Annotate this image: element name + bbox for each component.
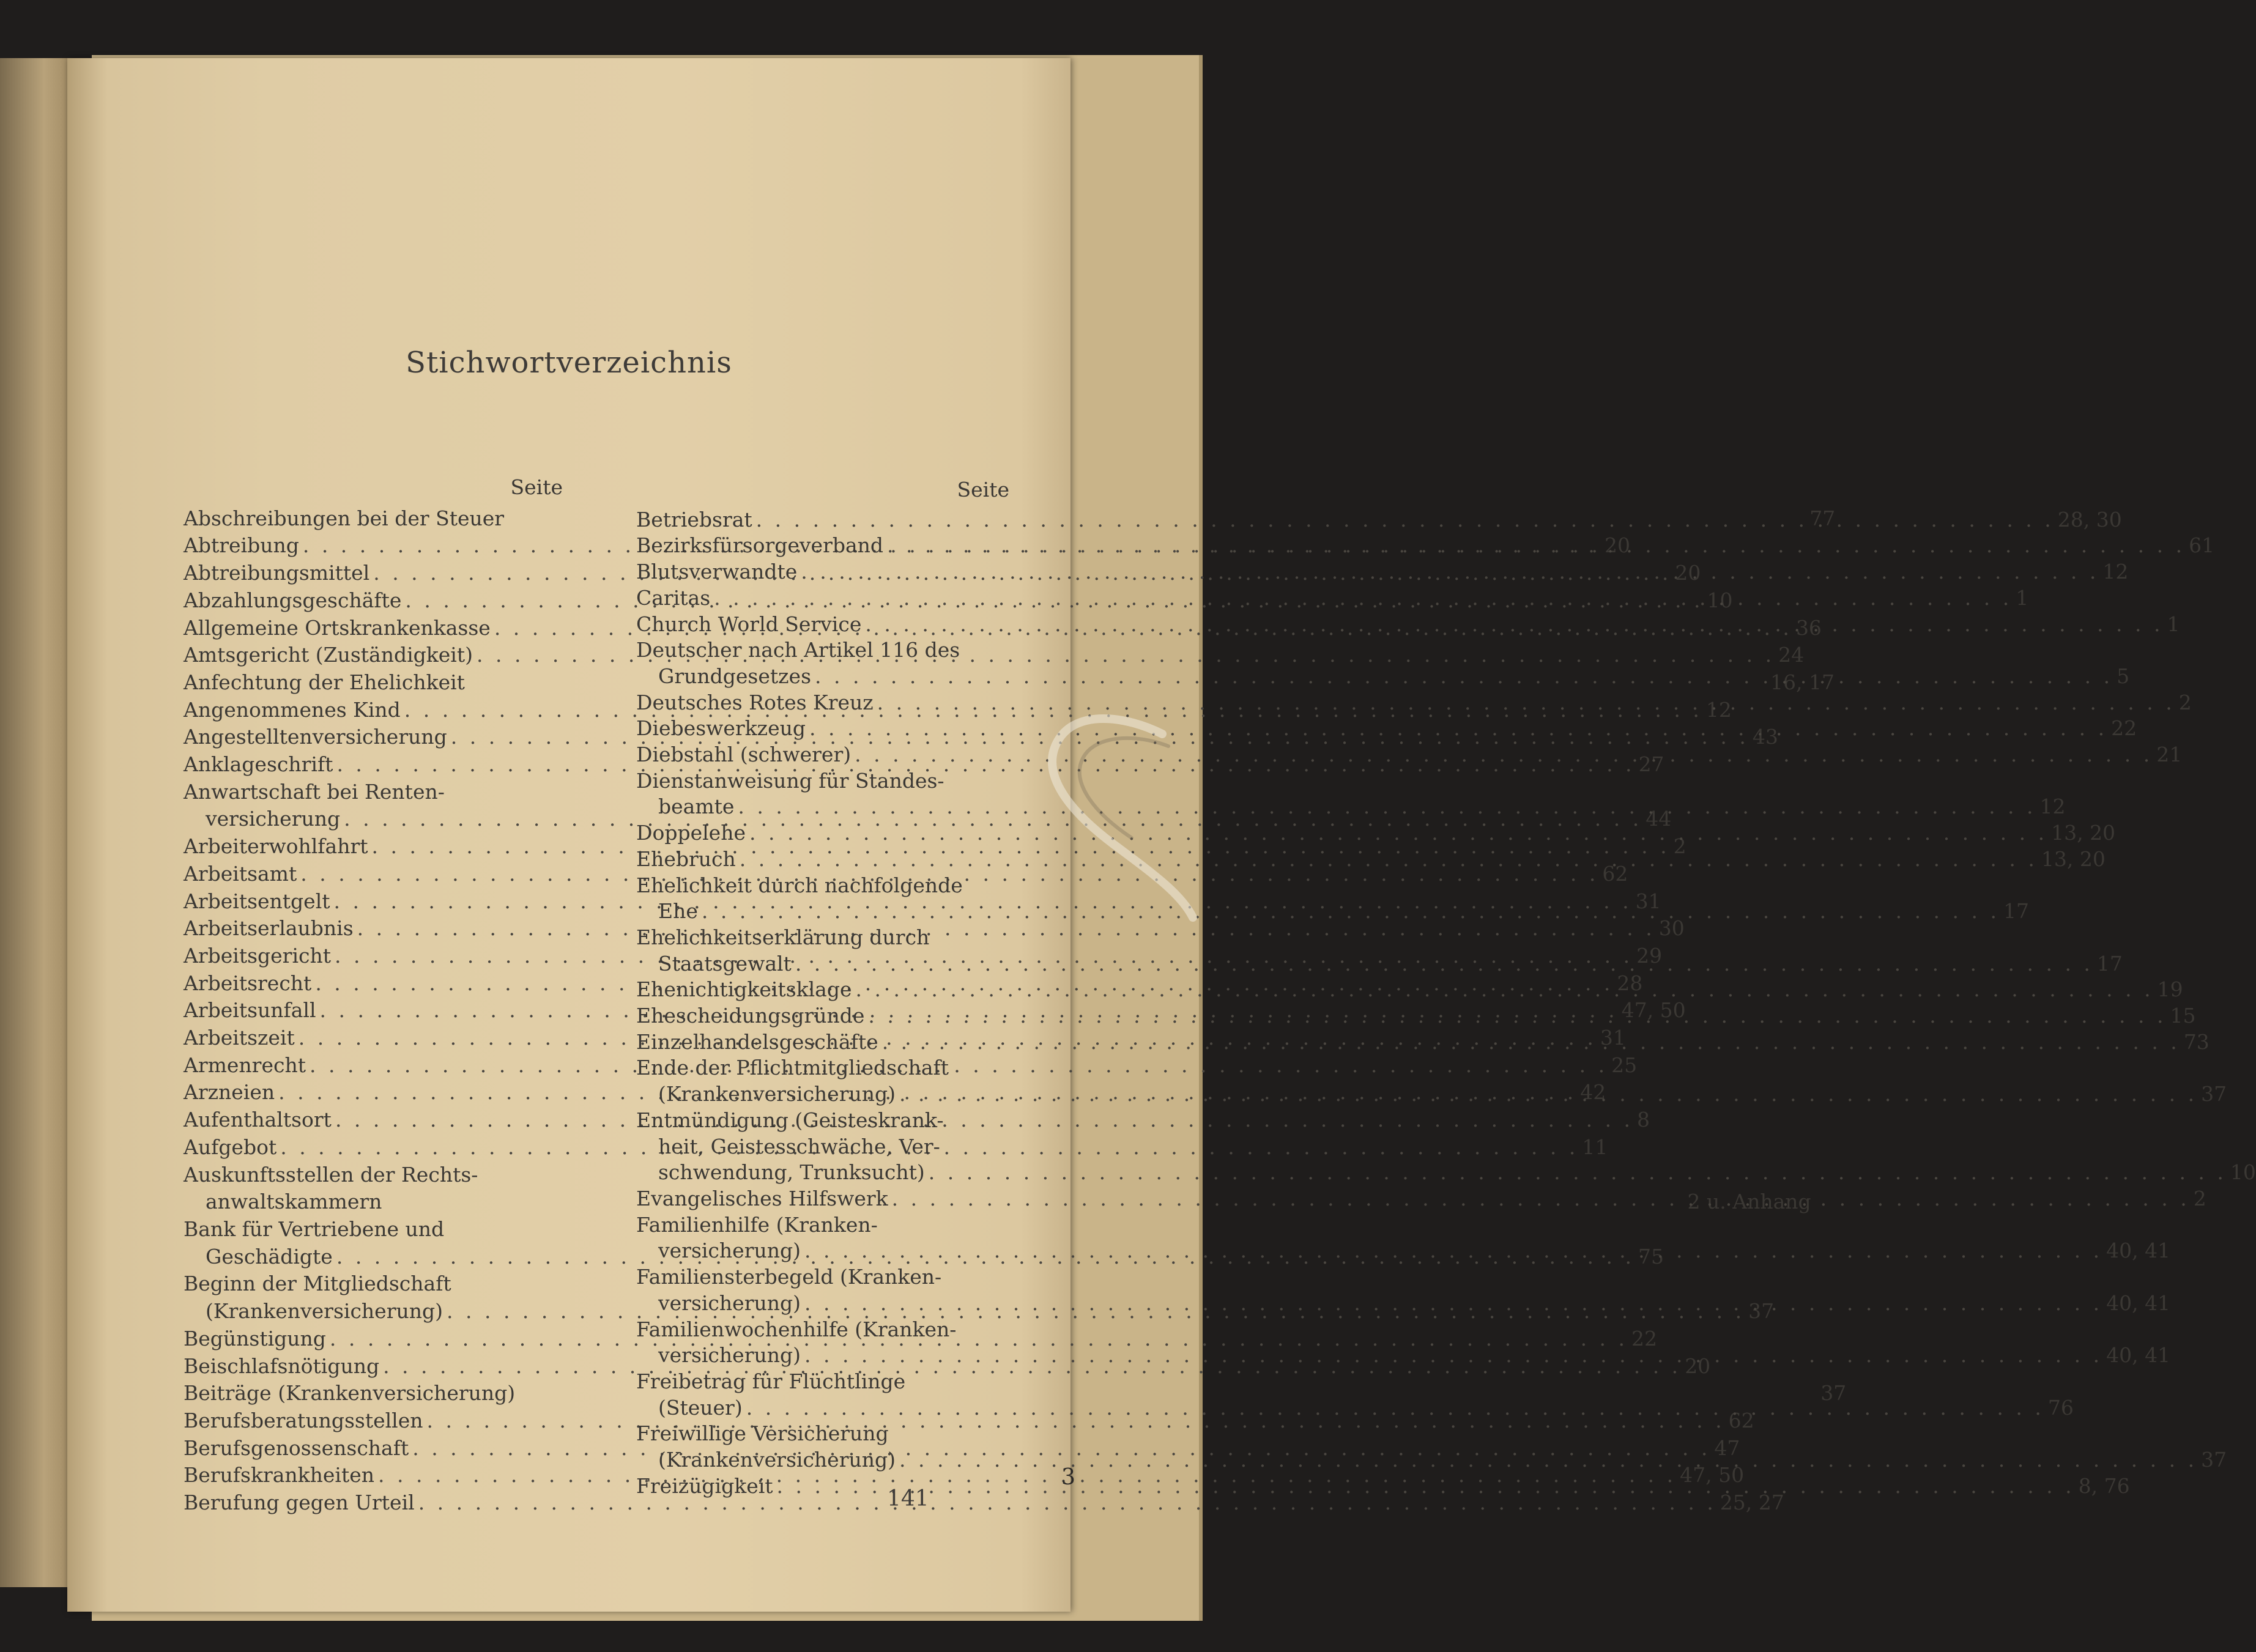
index-entry-term: Bank für Vertriebene und: [184, 1217, 445, 1241]
index-entry-term: Ehescheidungsgründe: [636, 1004, 865, 1028]
dot-leader: [892, 1186, 2190, 1212]
index-entry-term: Einzelhandelsgeschäfte: [636, 1029, 878, 1054]
index-entry-pages: 10: [2230, 1160, 2256, 1185]
index-entry-pages: 2 u. Anhang: [1687, 1190, 1811, 1214]
index-entry-pages: 2: [2178, 690, 2192, 714]
index-entry-term: Arbeitsgericht: [184, 943, 331, 968]
index-entry-term-continued: (Steuer): [658, 1395, 743, 1420]
index-entry-term: Familiensterbegeld (Kranken-: [636, 1265, 942, 1289]
dot-leader: [756, 507, 2054, 533]
index-entry-term: Ehebruch: [636, 846, 736, 871]
index-entry-term: Auskunftsstellen der Rechts-: [184, 1162, 478, 1187]
index-entry-pages: 17: [2096, 951, 2123, 976]
column-header-seite: Seite: [510, 475, 563, 499]
index-entry-term: Berufung gegen Urteil: [184, 1491, 415, 1515]
index-entry-term: Dienstanweisung für Standes-: [636, 768, 944, 793]
index-entry-term: Berufsberatungsstellen: [184, 1408, 423, 1432]
index-entry-pages: 5: [2117, 664, 2130, 688]
index-entry-pages: 37: [1820, 1381, 1847, 1406]
index-entry-term: Arbeitserlaubnis: [184, 916, 354, 941]
index-entry-pages: 11: [1582, 1135, 1608, 1159]
index-entry-term-continued: (Krankenversicherung): [658, 1448, 896, 1472]
index-entry-pages: 28, 30: [2057, 507, 2122, 532]
index-entry-term: Beischlafsnötigung: [184, 1354, 380, 1378]
index-entry-pages: 16, 17: [1770, 670, 1835, 694]
index-entry-pages: 62: [1728, 1408, 1754, 1432]
index-entry-pages: 12: [2102, 560, 2129, 584]
index-entry-term: Abtreibung: [184, 533, 299, 558]
index-entry-pages: 47, 50: [1680, 1463, 1745, 1487]
dot-leader: [795, 951, 2093, 977]
index-entry-pages: 61: [2189, 533, 2215, 558]
index-entry-pages: 42: [1580, 1080, 1606, 1105]
index-entry-term-continued: versicherung): [658, 1291, 801, 1315]
index-entry-pages: 62: [1602, 861, 1628, 886]
dot-leader: [777, 1473, 2075, 1500]
index-entry-pages: 47, 50: [1621, 998, 1686, 1023]
index-entry-term: Arbeitsentgelt: [184, 889, 330, 913]
index-entry-term-continued: Grundgesetzes: [658, 664, 811, 688]
index-entry-term: Betriebsrat: [636, 507, 752, 532]
index-entry-pages: 24: [1778, 643, 1805, 667]
index-entry-term: Diebstahl (schwerer): [636, 743, 852, 767]
index-entry-continuation: [184, 1298, 1775, 1325]
index-entry-term: Deutsches Rotes Kreuz: [636, 690, 874, 714]
dot-leader: [929, 1160, 2227, 1186]
index-entry-pages: 13, 20: [2051, 821, 2116, 845]
index-entry-term: Amtsgericht (Zuständigkeit): [184, 643, 473, 667]
dot-leader: [809, 716, 2107, 742]
index-entry-pages: 25, 27: [1720, 1491, 1784, 1515]
index-entry-pages: 37: [2201, 1448, 2227, 1472]
index-entry-pages: 29: [1636, 943, 1663, 968]
index-entry-term: Arzneien: [184, 1080, 275, 1105]
index-entry-term: Arbeiterwohlfahrt: [184, 834, 368, 859]
underlying-page-number-fragment: 3: [1061, 1465, 1075, 1490]
index-entry-term: Arbeitszeit: [184, 1026, 295, 1050]
dot-leader: [740, 846, 2038, 873]
dot-leader: [738, 794, 2036, 820]
index-entry-pages: 31: [1600, 1026, 1626, 1050]
page-number: 141: [887, 1486, 929, 1511]
index-entry-pages: 27: [1638, 752, 1664, 777]
index-entry-term: Berufsgenossenschaft: [184, 1435, 409, 1460]
index-entry-pages: 20: [1685, 1354, 1711, 1378]
index-entry-term-continued: anwaltskammern: [206, 1190, 382, 1214]
index-entry-pages: 1: [2016, 585, 2029, 610]
index-entry-term-continued: versicherung: [206, 807, 341, 831]
index-entry-pages: 21: [2156, 743, 2183, 767]
index-entry-pages: 19: [2157, 977, 2183, 1002]
index-entry-term: Caritas: [636, 585, 711, 610]
index-entry-pages: 15: [2170, 1004, 2196, 1028]
index-entry-pages: 20: [1675, 561, 1701, 585]
index-entry-term: Anfechtung der Ehelichkeit: [184, 670, 465, 694]
index-entry-pages: 22: [1631, 1326, 1658, 1350]
index-entry-term: Abtreibungsmittel: [184, 561, 370, 585]
index-entry-pages: 22: [2111, 716, 2137, 741]
index-entry-term: Arbeitsrecht: [184, 971, 312, 995]
index-entry-term: Abschreibungen bei der Steuer: [184, 506, 505, 530]
index-entry-pages: 40, 41: [2106, 1343, 2171, 1368]
index-entry-term: Ehelichkeitserklärung durch: [636, 925, 930, 949]
index-entry-term: Blutsverwandte: [636, 560, 798, 584]
index-entry-pages: 12: [2039, 795, 2066, 819]
dot-leader: [899, 1447, 2197, 1473]
index-entry-term: Ehenichtigkeitsklage: [636, 977, 852, 1002]
dot-leader: [714, 585, 2012, 612]
index-entry-pages: 20: [1604, 533, 1630, 558]
page-title: Stichwortverzeichnis: [406, 346, 732, 380]
index-entry-pages: 17: [2003, 899, 2029, 924]
index-entry-term: Berufskrankheiten: [184, 1463, 375, 1487]
index-entry-pages: 13, 20: [2041, 846, 2106, 871]
dot-leader: [815, 664, 2113, 690]
dot-leader: [899, 1081, 2197, 1108]
index-entry-term: Begünstigung: [184, 1326, 326, 1350]
dot-leader: [868, 1003, 2166, 1029]
index-entry-term: Allgemeine Ortskrankenkasse: [184, 615, 491, 640]
left-page-edge: [0, 58, 73, 1587]
column-header-seite: Seite: [957, 478, 1009, 502]
index-entry-pages: 73: [2183, 1029, 2210, 1054]
index-entry-term: Angenommenes Kind: [184, 697, 401, 722]
index-entry-term-continued: (Krankenversicherung): [206, 1299, 443, 1324]
index-entry-term: Bezirksfürsorgeverband: [636, 533, 884, 558]
index-entry-pages: 12: [1705, 697, 1732, 722]
index-entry: [636, 820, 2116, 846]
index-entry-pages: 47: [1714, 1435, 1740, 1460]
index-entry-term: Beiträge (Krankenversicherung): [184, 1381, 516, 1406]
index-entry-term-continued: (Krankenversicherung): [658, 1082, 896, 1106]
index-entry-term: Anklageschrift: [184, 752, 333, 777]
dot-leader: [865, 612, 2163, 638]
index-entry-term-continued: heit, Geistesschwäche, Ver-: [658, 1134, 940, 1158]
dot-leader: [804, 1291, 2102, 1317]
index-entry-pages: 76: [2047, 1395, 2074, 1420]
index-entry-pages: 37: [1748, 1299, 1775, 1324]
index-entry-term-continued: versicherung): [658, 1239, 801, 1263]
index-entry-term: Familienwochenhilfe (Kranken-: [636, 1317, 957, 1341]
index-entry-term: Angestelltenversicherung: [184, 725, 447, 749]
index-entry-pages: 43: [1752, 725, 1778, 749]
index-entry-pages: 30: [1658, 916, 1685, 941]
dot-leader: [746, 1395, 2044, 1421]
index-entry-pages: 1: [2167, 612, 2180, 636]
index-entry-pages: 2: [2193, 1186, 2206, 1210]
index-entry-term: Arbeitsamt: [184, 861, 297, 886]
index-entry-term-continued: Geschädigte: [206, 1244, 333, 1269]
index-entry-pages: 28: [1617, 971, 1643, 995]
dot-leader: [702, 898, 2000, 925]
index-entry-pages: 8: [1637, 1108, 1650, 1132]
index-entry-term: Aufgebot: [184, 1135, 277, 1159]
index-entry-pages: 10: [1707, 588, 1733, 612]
index-entry-term-continued: Staatsgewalt: [658, 951, 792, 976]
index-entry-term: Freiwillige Versicherung: [636, 1421, 889, 1446]
index-entry: [636, 846, 2106, 873]
index-entry-term: Familienhilfe (Kranken-: [636, 1212, 878, 1237]
paper-clip-icon: [1040, 709, 1199, 930]
index-entry-term: Armenrecht: [184, 1053, 306, 1077]
index-entry-term: Ende der Pflichtmitgliedschaft: [636, 1056, 949, 1080]
index-entry-pages: 40, 41: [2106, 1291, 2171, 1315]
dot-leader: [887, 533, 2185, 559]
index-entry-term-continued: schwendung, Trunksucht): [658, 1160, 925, 1185]
index-entry-term-continued: beamte: [658, 795, 735, 819]
dot-leader: [856, 977, 2154, 1003]
dot-leader: [804, 1238, 2102, 1264]
index-entry-term: Church World Service: [636, 612, 862, 636]
index-entry-term: Aufenthaltsort: [184, 1108, 332, 1132]
index-entry-pages: 75: [1638, 1244, 1664, 1269]
index-entry-pages: 40, 41: [2106, 1239, 2171, 1263]
index-entry-term: Beginn der Mitgliedschaft: [184, 1272, 451, 1296]
index-entry-term: Arbeitsunfall: [184, 998, 316, 1023]
index-entry-continuation: [636, 1160, 2256, 1186]
index-entry-pages: 2: [1673, 834, 1686, 859]
index-entry-pages: 25: [1611, 1053, 1638, 1077]
dot-leader: [882, 1029, 2180, 1056]
index-entry-pages: 8, 76: [2078, 1473, 2130, 1498]
dot-leader: [749, 820, 2047, 846]
index-entry-term: Ehelichkeit durch nachfolgende: [636, 873, 963, 897]
index-entry-term: Deutscher nach Artikel 116 des: [636, 638, 960, 662]
index-entry-pages: 77: [1809, 506, 1836, 530]
book-page: [67, 58, 2256, 1612]
index-entry-term: Freizügigkeit: [636, 1473, 773, 1498]
index-entry-term-continued: versicherung): [658, 1343, 801, 1368]
index-entry-term: Abzahlungsgeschäfte: [184, 588, 402, 612]
index-entry-term: Entmündigung (Geisteskrank-: [636, 1108, 944, 1132]
index-entry-term: Diebeswerkzeug: [636, 716, 806, 741]
dot-leader: [801, 559, 2099, 585]
index-entry-pages: 44: [1646, 807, 1672, 831]
index-entry-term-continued: Ehe: [658, 899, 698, 924]
index-entry-term: Doppelehe: [636, 821, 746, 845]
index-entry-pages: 31: [1635, 889, 1661, 913]
index-entry-term: Anwartschaft bei Renten-: [184, 779, 445, 804]
index-entry-term: Freibetrag für Flüchtlinge: [636, 1369, 906, 1393]
index-entry-pages: 37: [2201, 1082, 2227, 1106]
index-entry-term: Evangelisches Hilfswerk: [636, 1186, 888, 1210]
index-entry-pages: 36: [1795, 615, 1822, 640]
dot-leader: [804, 1343, 2102, 1369]
